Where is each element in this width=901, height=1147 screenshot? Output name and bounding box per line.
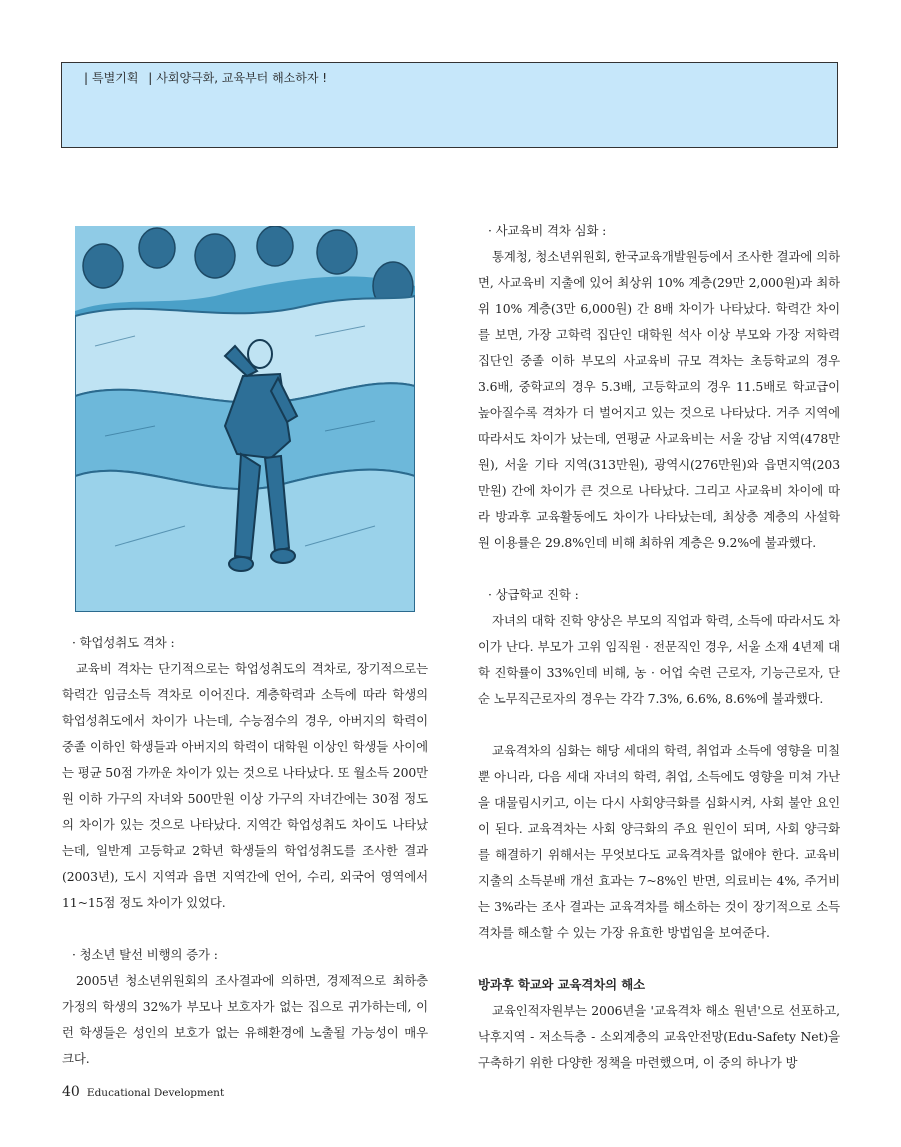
section-heading-after-school: 방과후 학교와 교육격차의 해소 [478, 977, 645, 992]
section-heading-college-entry: · 상급학교 진학 : [488, 587, 579, 602]
header-label: | 특별기획 | 사회양극화, 교육부터 해소하자 ! [84, 71, 328, 85]
page-footer [62, 1081, 224, 1100]
section-body-private-education: 통계청, 청소년위원회, 한국교육개발원등에서 조사한 결과에 의하면, 사교육비 지출에 있어 최상위 10% 계층(29만 2,000원)과 최하위 10% 계층(3만 6,000원) 간 8배 차이가 나타났다. 학력간 차이를 보면, 가장 고학력 집단인 대학원 석사 이상 부모와 가장 저학력 집단인 중졸 이하 부모의 사교육비 규모 격차는 초등학교의 경우 3.6배, 중학교의 경우 5.3배, 고등학교의 경우 11.5배로 학교급이 높아질수록 격차가 더 벌어지고 있는 것으로 나타났다. 거주 지역에 따라서도 차이가 났는데, 연평균 사교육비는 서울 강남 지역(478만원), 서울 기타 지역(313만원), 광역시(276만원)와 읍면지역(203만원) 간에 차이가 큰 것으로 나타났다. 그리고 사교육비 차이에 따라 방과후 교육활동에도 차이가 나타났는데, 최상층 계층의 사설학원 이용률은 29.8%인데 비해 최하위 계층은 9.2%에 불과했다. [478, 249, 840, 550]
section-heading-private-education: · 사교육비 격차 심화 : [488, 223, 607, 238]
right-column [478, 218, 840, 1076]
section-heading-delinquency: · 청소년 탈선 비행의 증가 : [72, 947, 218, 962]
section-body-achievement: 교육비 격차는 단기적으로는 학업성취도의 격차로, 장기적으로는 학력간 임금소득 격차로 이어진다. 계층학력과 소득에 따라 학생의 학업성취도에서 차이가 나는데, 수능점수의 경우, 아버지의 학력이 중졸 이하인 학생들과 아버지의 학력이 대학원 이상인 학생들 사이에는 평균 50점 가까운 차이가 있는 것으로 나타났다. 또 월소득 200만원 이하 가구의 자녀와 500만원 이상 가구의 자녀간에는 30점 정도의 차이가 있는 것으로 나타났다. 지역간 학업성취도 차이도 나타났는데, 일반계 고등학교 2학년 학생들의 학업성취도를 조사한 결과(2003년), 도시 지역과 읍면 지역간에 언어, 수리, 외국어 영역에서 11~15점 정도 차이가 있었다. [62, 661, 429, 910]
section-heading-achievement: · 학업성취도 격차 : [72, 635, 175, 650]
header-title: 사회양극화, 교육부터 해소하자 ! [156, 71, 328, 85]
header-category: 특별기획 [92, 71, 139, 85]
section-body-after-school: 교육인적자원부는 2006년을 '교육격차 해소 원년'으로 선포하고, 낙후지역 - 저소득층 - 소외계층의 교육안전망(Edu-Safety Net)을 구축하기 위한 다양한 정책을 마련했으며, 이 중의 하나가 방 [478, 1003, 840, 1070]
header-banner [61, 62, 838, 148]
section-body-college-entry: 자녀의 대학 진학 양상은 부모의 직업과 학력, 소득에 따라서도 차이가 난다. 부모가 고위 임직원 · 전문직인 경우, 서울 소재 4년제 대학 진학률이 33%인데 비해, 농 · 어업 숙련 근로자, 기능근로자, 단순 노무직근로자의 경우는 각각 7.3%, 6.6%, 8.6%에 불과했다. [478, 613, 840, 706]
publication-name: Educational Development [86, 1087, 225, 1099]
left-column [62, 630, 428, 1072]
page-number: 40 [62, 1084, 80, 1100]
paragraph-education-gap: 교육격차의 심화는 해당 세대의 학력, 취업과 소득에 영향을 미칠 뿐 아니라, 다음 세대 자녀의 학력, 취업, 소득에도 영향을 미쳐 가난을 대물림시키고, 이는 다시 사회양극화를 심화시켜, 사회 불안 요인이 된다. 교육격차는 사회 양극화의 주요 원인이 되며, 사회 양극화를 해결하기 위해서는 무엇보다도 교육격차를 없애야 한다. 교육비 지출의 소득분배 개선 효과는 7~8%인 반면, 의료비는 4%, 주거비는 3%라는 조사 결과는 교육격차를 해소하는 것이 장기적으로 소득격차를 해소할 수 있는 가장 유효한 방법임을 보여준다. [478, 743, 840, 940]
man-walking-landscape-illustration [75, 226, 415, 612]
section-body-delinquency: 2005년 청소년위원회의 조사결과에 의하면, 경제적으로 최하층 가정의 학생의 32%가 부모나 보호자가 없는 집으로 귀가하는데, 이런 학생들은 성인의 보호가 없는 유해환경에 노출될 가능성이 매우 크다. [62, 973, 428, 1066]
